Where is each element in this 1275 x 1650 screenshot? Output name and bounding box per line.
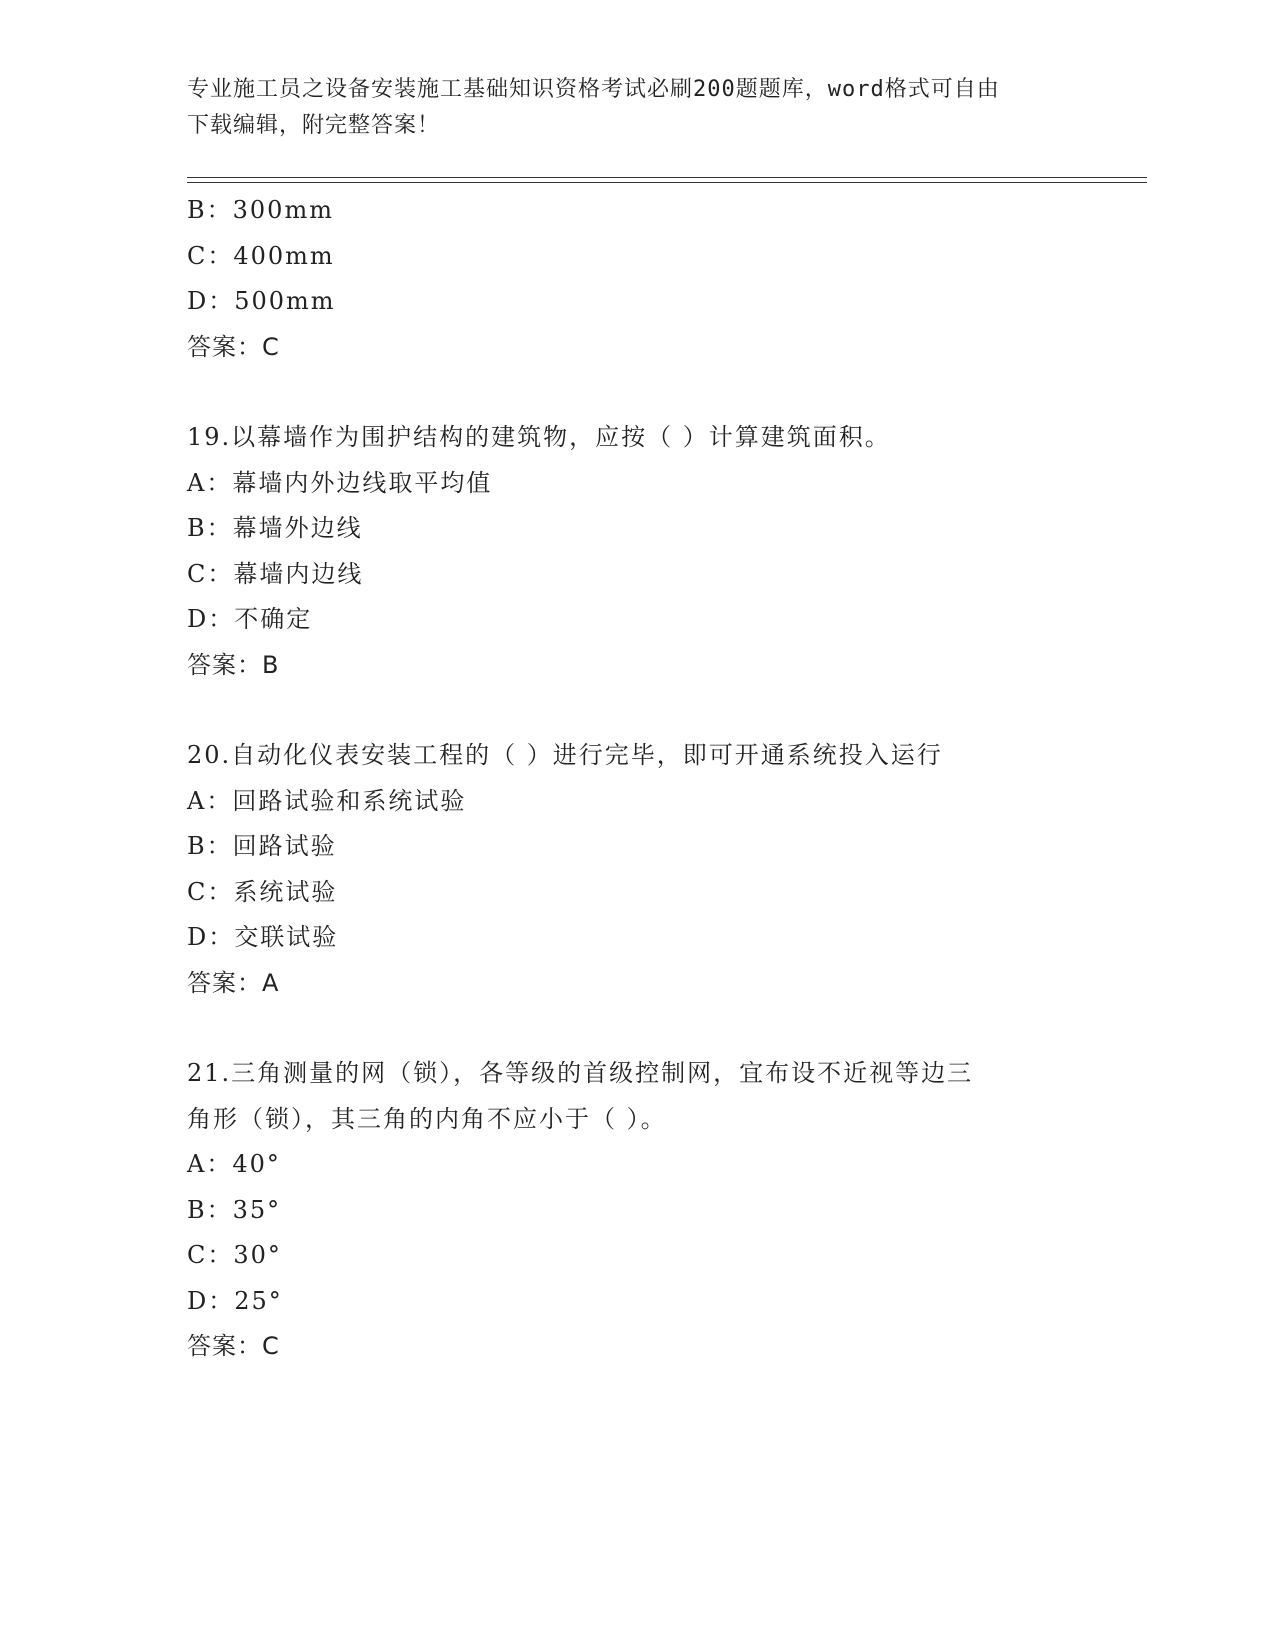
option-d: D：500mm (187, 287, 336, 315)
question-content (187, 188, 1087, 1370)
question-20 (187, 733, 1087, 1006)
question-19 (187, 415, 1087, 688)
answer-line: 答案：C (187, 1332, 280, 1360)
option-b: B：幕墙外边线 (187, 514, 363, 542)
answer-line: 答案：A (187, 968, 280, 997)
question-18-continuation (187, 188, 1087, 370)
option-d: D：25° (187, 1286, 283, 1315)
header-title-line-1: 专业施工员之设备安装施工基础知识资格考试必刷200题题库，word格式可自由 (187, 77, 1000, 102)
option-c: C：30° (187, 1241, 282, 1269)
option-d: D：不确定 (187, 605, 313, 633)
question-21 (187, 1051, 1087, 1370)
option-c: C：400mm (187, 241, 335, 270)
document-header (187, 72, 1087, 144)
option-d: D：交联试验 (187, 923, 339, 951)
option-b: B：300mm (187, 196, 334, 224)
header-divider-top (187, 177, 1147, 178)
question-stem: 20.自动化仪表安装工程的（ ）进行完毕，即可开通系统投入运行 (187, 741, 943, 769)
option-a: A：回路试验和系统试验 (187, 786, 467, 815)
option-a: A：幕墙内外边线取平均值 (187, 468, 493, 497)
option-c: C：幕墙内边线 (187, 559, 364, 588)
option-b: B：回路试验 (187, 832, 337, 860)
header-divider-bottom (187, 182, 1147, 183)
option-a: A：40° (187, 1150, 281, 1178)
answer-line: 答案：B (187, 650, 280, 679)
header-title-line-2: 下载编辑，附完整答案！ (187, 113, 441, 138)
question-stem-line-2: 角形（锁），其三角的内角不应小于（ ）。 (187, 1104, 667, 1133)
option-b: B：35° (187, 1195, 282, 1224)
question-stem-line-1: 21.三角测量的网（锁），各等级的首级控制网，宜布设不近视等边三 (187, 1059, 974, 1087)
question-stem: 19.以幕墙作为围护结构的建筑物，应按（ ）计算建筑面积。 (187, 423, 891, 451)
answer-line: 答案：C (187, 332, 280, 361)
option-c: C：系统试验 (187, 877, 338, 906)
